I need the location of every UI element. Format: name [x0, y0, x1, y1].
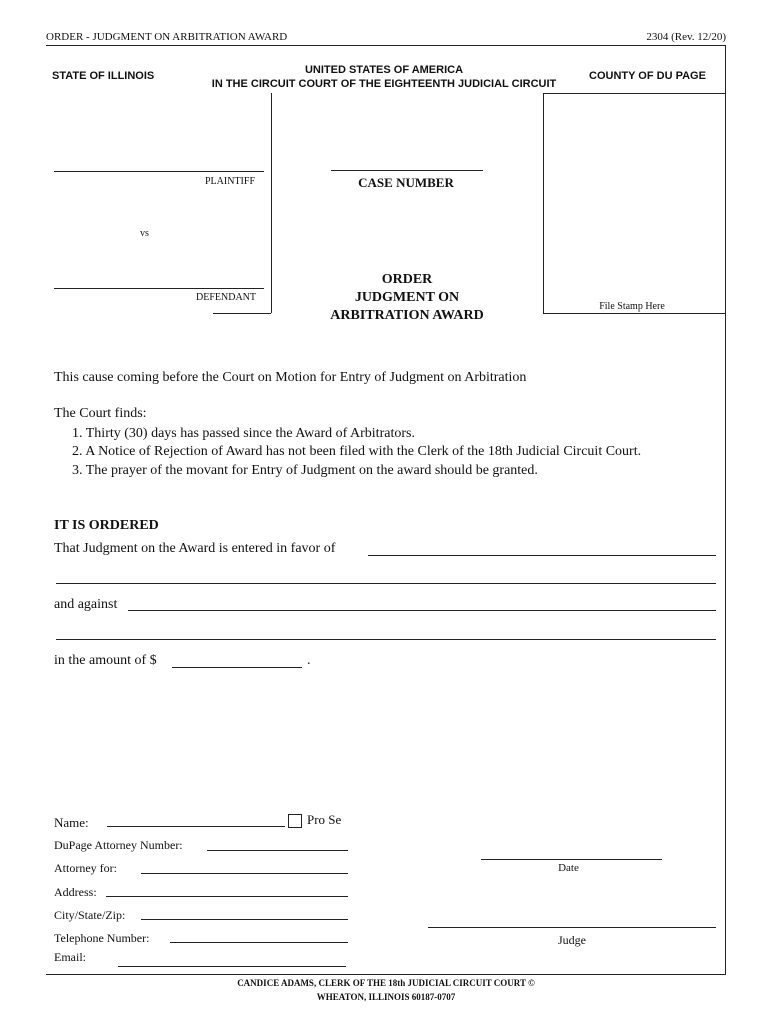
name-field[interactable] — [107, 826, 285, 827]
order-title-line-1: ORDER — [381, 272, 433, 287]
judge-label: Judge — [558, 933, 586, 947]
favor-label: That Judgment on the Award is entered in favor of — [54, 541, 336, 556]
attorney-number-field[interactable] — [207, 850, 348, 851]
case-number-label: CASE NUMBER — [358, 175, 454, 190]
defendant-field[interactable] — [54, 288, 264, 289]
ordered-heading: IT IS ORDERED — [54, 518, 159, 533]
page-right-border — [725, 45, 726, 975]
finding-1: 1. Thirty (30) days has passed since the Award of Arbitrators. — [72, 426, 415, 441]
county-label: COUNTY OF DU PAGE — [589, 70, 706, 82]
finding-3: 3. The prayer of the movant for Entry of Judgment on the award should be granted. — [72, 463, 538, 478]
date-field[interactable] — [481, 859, 662, 860]
city-state-zip-label: City/State/Zip: — [54, 908, 126, 922]
against-party-field-2[interactable] — [56, 639, 716, 640]
favor-party-field-2[interactable] — [56, 583, 716, 584]
plaintiff-field[interactable] — [54, 171, 264, 172]
page-bottom-border — [46, 974, 726, 975]
amount-period: . — [307, 653, 311, 668]
amount-field[interactable] — [172, 667, 302, 668]
order-title-line-2: JUDGMENT ON — [354, 290, 460, 305]
favor-party-field[interactable] — [368, 555, 716, 556]
pro-se-label: Pro Se — [307, 812, 342, 827]
name-label: Name: — [54, 815, 89, 830]
telephone-label: Telephone Number: — [54, 931, 150, 945]
caption-box-right-edge — [271, 93, 272, 313]
file-stamp-box-bottom — [543, 313, 725, 314]
attorney-for-label: Attorney for: — [54, 861, 117, 875]
finding-2: 2. A Notice of Rejection of Award has not been filed with the Clerk of the 18th Judicial Circuit Court. — [72, 444, 642, 459]
against-party-field[interactable] — [128, 610, 716, 611]
court-label: IN THE CIRCUIT COURT OF THE EIGHTEENTH JUDICIAL CIRCUIT — [211, 78, 557, 90]
against-label: and against — [54, 597, 118, 612]
vs-label: vs — [140, 228, 149, 239]
plaintiff-label: PLAINTIFF — [205, 176, 256, 187]
address-label: Address: — [54, 885, 97, 899]
footer-clerk: CANDICE ADAMS, CLERK OF THE 18th JUDICIAL CIRCUIT COURT © — [237, 978, 535, 988]
finds-heading: The Court finds: — [54, 406, 147, 421]
file-stamp-label: File Stamp Here — [599, 301, 665, 312]
state-label: STATE OF ILLINOIS — [52, 70, 155, 82]
file-stamp-box-top — [543, 93, 725, 94]
form-number: 2304 (Rev. 12/20) — [646, 31, 726, 43]
country-label: UNITED STATES OF AMERICA — [304, 64, 464, 76]
file-stamp-box-left — [543, 93, 544, 313]
telephone-field[interactable] — [170, 942, 348, 943]
header-rule — [46, 45, 726, 46]
city-state-zip-field[interactable] — [141, 919, 348, 920]
attorney-for-field[interactable] — [141, 873, 348, 874]
address-field[interactable] — [106, 896, 348, 897]
pro-se-checkbox[interactable] — [288, 814, 302, 828]
date-label: Date — [558, 862, 579, 874]
intro-text: This cause coming before the Court on Motion for Entry of Judgment on Arbitration — [54, 370, 527, 385]
form-title: ORDER - JUDGMENT ON ARBITRATION AWARD — [46, 31, 288, 43]
order-title-line-3: ARBITRATION AWARD — [330, 308, 484, 323]
footer-address: WHEATON, ILLINOIS 60187-0707 — [316, 992, 456, 1002]
amount-label: in the amount of $ — [54, 653, 157, 668]
defendant-label: DEFENDANT — [196, 292, 256, 303]
caption-box-bottom — [213, 313, 271, 314]
attorney-number-label: DuPage Attorney Number: — [54, 838, 183, 852]
case-number-field[interactable] — [331, 170, 483, 171]
email-field[interactable] — [118, 966, 346, 967]
email-label: Email: — [54, 950, 86, 964]
judge-signature-field[interactable] — [428, 927, 716, 928]
